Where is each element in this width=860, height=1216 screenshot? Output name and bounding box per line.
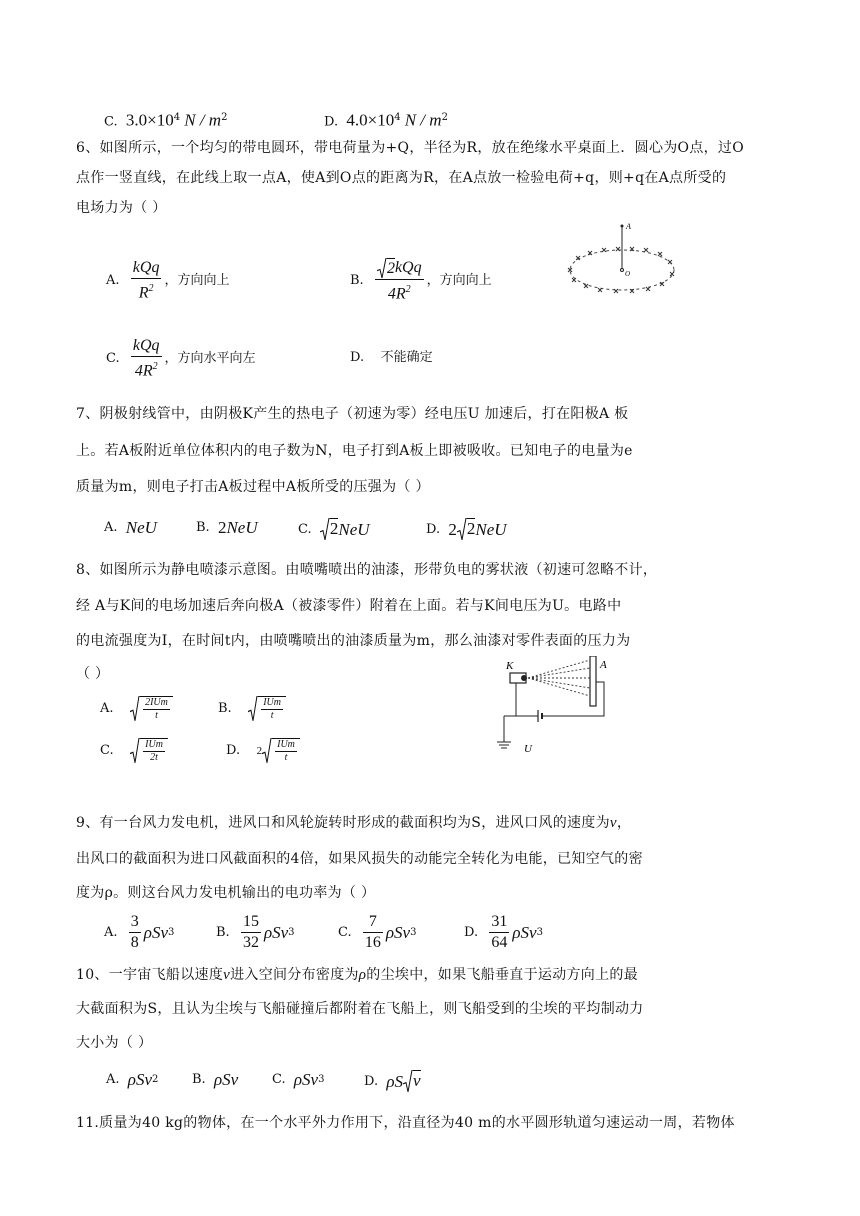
sqrt xyxy=(262,738,300,764)
q6-stem-line3: 电场力为（ ） xyxy=(76,200,167,216)
q7-d-coef: 2 xyxy=(448,519,457,539)
option-label: D. xyxy=(364,1073,379,1089)
q5-c-unit: N / m xyxy=(184,110,222,130)
radicand: v xyxy=(413,1071,421,1090)
q7-b-expr: NeU xyxy=(226,518,258,537)
point-o-label: O xyxy=(625,270,631,278)
radicand: 2 xyxy=(466,519,476,538)
q8-stem-line3: 的电流强度为I，在时间t内，由喷嘴喷出的油漆质量为m，那么油漆对零件表面的压力为 xyxy=(76,633,631,649)
anode-a-label: A xyxy=(600,659,607,671)
numerator: IUm xyxy=(145,739,163,750)
denominator xyxy=(375,280,424,304)
q10-var-rho: ρ xyxy=(358,967,367,983)
radical-sign xyxy=(262,738,272,764)
q7-d-expr: NeU xyxy=(475,519,507,539)
exponent: 3 xyxy=(536,926,543,938)
exponent: 2 xyxy=(148,283,154,294)
denominator-base: R xyxy=(138,284,149,302)
exponent: 2 xyxy=(441,112,448,123)
option-label: A. xyxy=(106,1072,120,1087)
numerator: kQq xyxy=(131,258,162,279)
exponent: 4 xyxy=(394,112,401,123)
denominator: t xyxy=(284,752,288,763)
voltage-u-label: U xyxy=(524,743,532,755)
q9-c-expr: ρSv xyxy=(385,922,411,942)
sqrt xyxy=(248,696,286,722)
q5-c-value: 3.0×10 xyxy=(125,110,174,130)
option-label: A. xyxy=(104,924,118,940)
q7-stem-line1: 7、阴极射线管中，由阴极K产生的热电子（初速为零）经电压U 加速后，打在阳极A 板 xyxy=(76,406,629,422)
q7-option-d xyxy=(426,518,507,541)
q10-b-expr: ρSv xyxy=(213,1070,239,1089)
option-label: A. xyxy=(100,701,114,716)
sqrt xyxy=(320,518,339,541)
q8-option-c xyxy=(100,738,168,764)
denominator: 64 xyxy=(491,934,508,951)
q8-c-fraction xyxy=(143,739,165,764)
radicand: 2 xyxy=(329,519,339,538)
q8-spray-figure xyxy=(494,656,614,756)
option-label: C. xyxy=(298,521,312,537)
q9-stem-line1 xyxy=(76,813,631,833)
sqrt xyxy=(457,518,476,541)
sqrt xyxy=(130,738,168,764)
radical-sign xyxy=(320,518,330,541)
q6-option-b xyxy=(350,258,492,304)
numerator: 15 xyxy=(241,912,261,933)
q6-d-text: 不能确定 xyxy=(380,350,433,365)
option-label: B. xyxy=(350,273,364,289)
exponent: 2 xyxy=(152,1074,159,1085)
exponent: 2 xyxy=(221,112,228,123)
q7-stem-line3: 质量为m，则电子打击A板过程中A板所受的压强为（ ） xyxy=(76,479,430,495)
numerator: 7 xyxy=(363,912,383,933)
q10-line1-c: 的尘埃中，如果飞船垂直于运动方向上的最 xyxy=(366,967,638,983)
radical-sign xyxy=(130,696,140,722)
option-label: D. xyxy=(350,350,365,365)
sqrt xyxy=(377,258,395,279)
q7-option-c xyxy=(298,518,370,541)
radical-sign xyxy=(130,738,140,764)
option-label: A. xyxy=(106,272,120,288)
q8-option-d xyxy=(226,738,300,764)
q9-var-v: v xyxy=(609,815,617,831)
q9-b-expr: ρSv xyxy=(263,922,289,942)
sqrt xyxy=(130,696,173,722)
q6-b-fraction xyxy=(375,258,424,304)
q10-line1-a: 10、一宇宙飞船以速度 xyxy=(76,967,224,983)
option-label: B. xyxy=(192,1072,206,1087)
option-label: C. xyxy=(100,743,114,758)
q6-option-a xyxy=(106,258,229,303)
denominator: 32 xyxy=(242,934,259,951)
q7-stem-line2: 上。若A板附近单位体积内的电子数为N，电子打到A板上即被吸收。已知电子的电量为e xyxy=(76,443,633,459)
option-label: C. xyxy=(106,350,120,366)
denominator: 2t xyxy=(150,752,158,763)
q10-var-v: v xyxy=(223,967,231,983)
q6-b-direction: ，方向向上 xyxy=(426,273,492,289)
q9-stem-line2: 出风口的截面积为进口风截面积的4倍，如果风损失的动能完全转化为电能，已知空气的密 xyxy=(76,851,643,867)
radical-sign xyxy=(248,696,258,722)
q10-option-b xyxy=(192,1070,238,1090)
q9-c-fraction xyxy=(363,912,383,953)
sqrt xyxy=(403,1070,421,1093)
option-label: B. xyxy=(216,924,230,940)
q10-stem-line2: 大截面积为S，且认为尘埃与飞船碰撞后都附着在飞船上，则飞船受到的尘埃的平均制动力 xyxy=(76,1001,644,1017)
q6-c-fraction xyxy=(131,336,162,381)
q10-option-c xyxy=(272,1070,324,1090)
numerator: 31 xyxy=(489,912,509,933)
denominator xyxy=(131,279,162,303)
option-label: C. xyxy=(272,1072,286,1087)
q8-stem-line4: （ ） xyxy=(76,666,110,682)
q9-option-a xyxy=(104,912,174,953)
exponent: 3 xyxy=(318,1074,325,1085)
q8-d-coef: 2 xyxy=(256,745,263,757)
q7-option-b xyxy=(196,518,258,538)
radical-sign xyxy=(457,518,467,541)
exponent: 2 xyxy=(152,361,158,372)
denominator: t xyxy=(270,710,274,721)
numerator: 3 xyxy=(129,912,141,933)
q9-line1-end: ， xyxy=(616,815,632,831)
radicand: 2 xyxy=(386,260,395,277)
denominator-base: 4R xyxy=(387,285,406,303)
q8-stem-line2: 经 A与K间的电场加速后奔向极A（被漆零件）附着在上面。若与K间电压为U。电路中 xyxy=(76,598,622,614)
q9-a-fraction xyxy=(129,912,141,953)
q7-c-expr: NeU xyxy=(338,519,370,539)
option-label: C. xyxy=(338,924,352,940)
radical-sign xyxy=(377,258,387,279)
q6-stem-line2: 点作一竖直线，在此线上取一点A，使A到O点的距离为R，在A点放一检验电荷+q，则+q在A点所受的 xyxy=(76,170,727,186)
q10-option-a xyxy=(106,1070,158,1090)
exponent: 2 xyxy=(405,284,411,295)
denominator-base: 4R xyxy=(134,362,153,380)
exponent: 3 xyxy=(410,926,417,938)
q10-stem-line3: 大小为（ ） xyxy=(76,1035,153,1051)
q9-option-b xyxy=(216,912,295,953)
q5-option-c xyxy=(104,108,227,132)
q10-stem-line1 xyxy=(76,965,638,985)
q7-b-coef: 2 xyxy=(217,518,227,537)
numerator-text: kQq xyxy=(394,259,422,277)
q8-d-fraction xyxy=(275,739,297,764)
option-label: B. xyxy=(218,701,232,716)
q6-a-fraction xyxy=(131,258,162,303)
denominator: 16 xyxy=(364,934,381,951)
q10-line1-b: 进入空间分布密度为 xyxy=(230,967,359,983)
option-label: D. xyxy=(464,924,479,940)
q10-option-d xyxy=(364,1070,421,1093)
q8-option-b xyxy=(218,696,286,722)
q9-d-fraction xyxy=(489,912,509,953)
q5-d-unit: N / m xyxy=(404,110,442,130)
q7-a-expr: NeU xyxy=(125,518,157,537)
option-label: C. xyxy=(104,114,118,130)
q8-b-fraction xyxy=(261,697,283,722)
numerator xyxy=(375,258,424,280)
q9-stem-line3: 度为ρ。则这台风力发电机输出的电功率为（ ） xyxy=(76,885,376,901)
option-label: D. xyxy=(226,743,241,758)
q5-option-d xyxy=(324,108,448,132)
q10-d-expr: ρS xyxy=(386,1071,404,1091)
denominator: 8 xyxy=(130,934,139,951)
numerator: IUm xyxy=(263,697,281,708)
q6-ring-figure xyxy=(564,218,684,304)
q9-d-expr: ρSv xyxy=(512,922,537,942)
exponent: 3 xyxy=(288,926,295,938)
exponent: 3 xyxy=(168,926,175,938)
q8-option-a xyxy=(100,696,173,722)
q11-stem-line1: 11.质量为40 kg的物体，在一个水平外力作用下，沿直径为40 m的水平圆形轨道匀速运动一周，若物体 xyxy=(76,1115,735,1131)
option-label: A. xyxy=(104,520,118,535)
q8-a-fraction xyxy=(143,697,170,722)
q6-a-direction: ，方向向上 xyxy=(164,272,230,288)
q9-line1-text: 9、有一台风力发电机，进风口和风轮旋转时形成的截面积均为S，进风口风的速度为 xyxy=(76,815,610,831)
denominator xyxy=(131,357,162,381)
option-label: D. xyxy=(324,114,339,130)
q10-c-expr: ρSv xyxy=(293,1070,319,1089)
q6-stem-line1: 6、如图所示，一个均匀的带电圆环，带电荷量为+Q，半径为R，放在绝缘水平桌面上．圆心为O点，过O xyxy=(76,140,745,156)
cathode-k-label: K xyxy=(506,660,514,672)
q10-a-expr: ρSv xyxy=(127,1070,153,1089)
radical-sign xyxy=(403,1070,413,1093)
option-label: D. xyxy=(426,521,441,537)
q7-option-a xyxy=(104,518,157,538)
numerator: kQq xyxy=(131,336,162,357)
denominator: t xyxy=(155,710,158,721)
option-label: B. xyxy=(196,520,210,535)
point-a-label: A xyxy=(626,222,631,231)
q9-a-expr: ρSv xyxy=(143,922,169,942)
numerator: IUm xyxy=(277,739,295,750)
numerator: 2IUm xyxy=(145,697,168,708)
q9-option-d xyxy=(464,912,543,953)
exponent: 4 xyxy=(173,112,181,123)
q8-stem-line1: 8、如图所示为静电喷漆示意图。由喷嘴喷出的油漆，形带负电的雾状液（初速可忽略不计， xyxy=(76,562,658,578)
q6-option-d xyxy=(350,348,433,368)
q6-option-c xyxy=(106,336,256,381)
q9-option-c xyxy=(338,912,416,953)
q5-d-value: 4.0×10 xyxy=(346,110,395,130)
q9-b-fraction xyxy=(241,912,261,953)
q6-c-direction: ，方向水平向左 xyxy=(164,350,256,366)
